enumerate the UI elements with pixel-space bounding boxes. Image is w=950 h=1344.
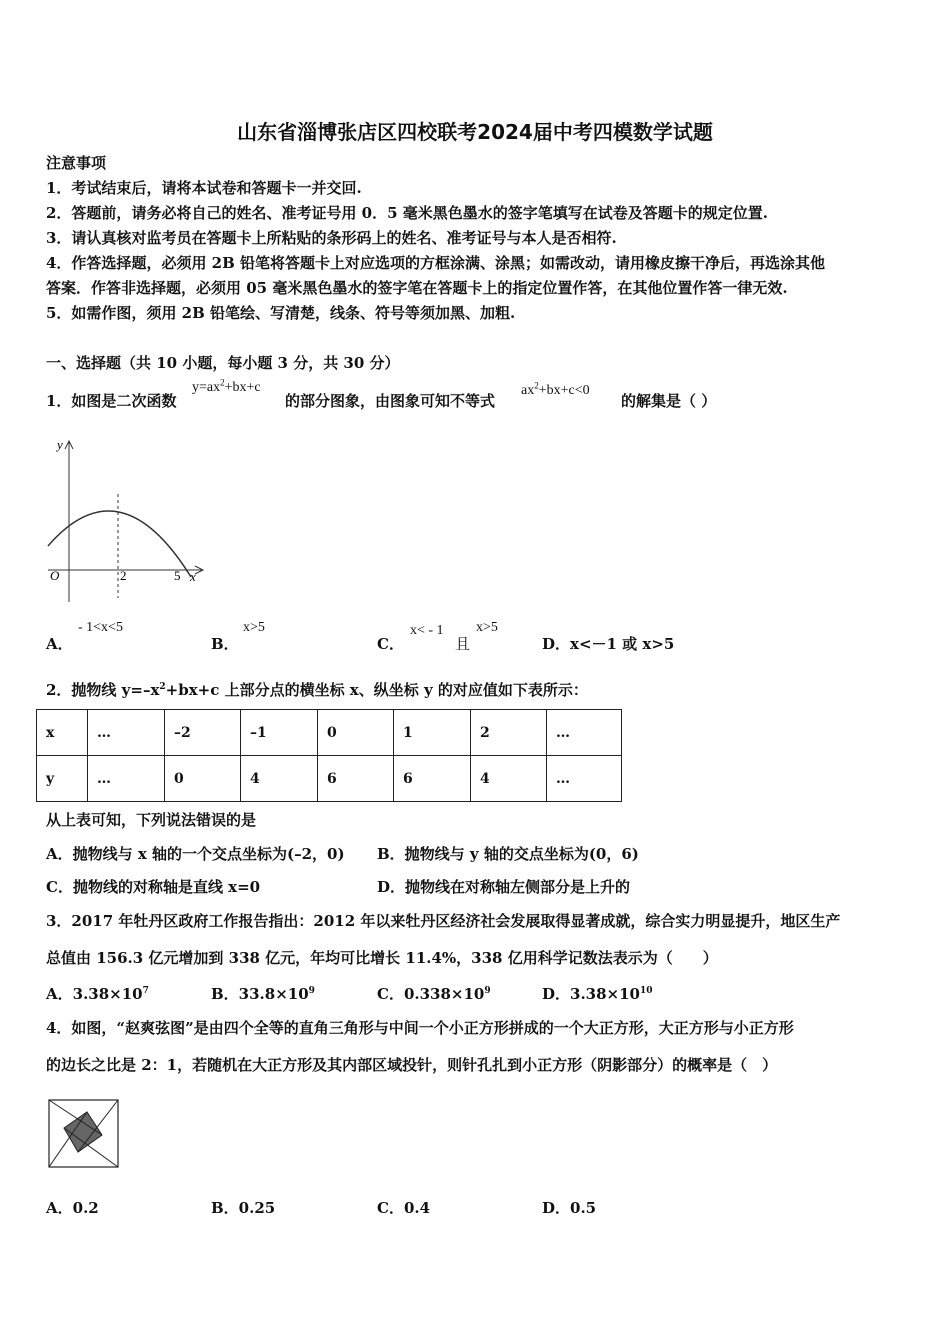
- q1-func-exp: 2: [220, 377, 225, 388]
- q1-option-a-label: A．: [46, 635, 73, 653]
- q3-option-d: [542, 983, 653, 1004]
- q4-option-b: B．0.25: [211, 1199, 276, 1217]
- q1-parabola-graph: [40, 432, 210, 604]
- q1-stem-middle: 的部分图象，由图象可知不等式: [285, 392, 496, 410]
- q3-stem-line-2: 总值由 156.3 亿元增加到 338 亿元，年均可比增长 11.4%，338 亿用科学记数法表示为（ ）: [46, 949, 718, 967]
- notice-item-2: 2．答题前，请务必将自己的姓名、准考证号用 0．5 毫米黑色墨水的签字笔填写在试卷及答题卡的规定位置.: [46, 204, 768, 222]
- q1-option-c-conj: 且: [455, 635, 471, 653]
- q1-option-a-value: - 1<x<5: [78, 620, 123, 635]
- q1-ineq-base: ax: [521, 383, 535, 398]
- q3-option-b: [211, 983, 315, 1004]
- table-cell: 2: [471, 710, 547, 756]
- q2-option-c: C．抛物线的对称轴是直线 x=0: [46, 878, 261, 896]
- q3-option-b-exp: 9: [308, 986, 315, 996]
- q3-stem-line-1: 3．2017 年牡丹区政府工作报告指出：2012 年以来牡丹区经济社会发展取得显著成就，综合实力明显提升，地区生产: [46, 912, 841, 930]
- q1-ineq-rest: +bx+c<0: [538, 383, 590, 398]
- table-cell: …: [547, 756, 622, 802]
- table-cell: y: [37, 756, 88, 802]
- q3-option-c-text: C．0.338×10: [377, 985, 485, 1003]
- q3-option-a-exp: 7: [142, 986, 149, 996]
- q3-option-b-text: B．33.8×10: [211, 985, 309, 1003]
- q4-stem-line-1: 4．如图，“赵爽弦图”是由四个全等的直角三角形与中间一个小正方形拼成的一个大正方形，大正方形与小正方形: [46, 1019, 794, 1037]
- q3-option-a: [46, 983, 149, 1004]
- q4-option-d: D．0.5: [542, 1199, 597, 1217]
- table-cell: 6: [318, 756, 394, 802]
- graph-x-label: x: [190, 569, 196, 584]
- q1-stem-prefix: 1．如图是二次函数: [46, 392, 177, 410]
- q4-stem-line-2: 的边长之比是 2：1，若随机在大正方形及其内部区域投针，则针孔扎到小正方形（阴影部分）的概率是（ ）: [46, 1056, 778, 1074]
- q1-func-base: y=ax: [192, 380, 221, 395]
- q1-stem-suffix: 的解集是（ ）: [621, 392, 717, 410]
- q1-function-formula: [192, 377, 261, 396]
- table-cell: 6: [394, 756, 471, 802]
- q2-conclusion: 从上表可知，下列说法错误的是: [46, 811, 257, 829]
- q2-stem-exp: 2: [159, 682, 166, 692]
- q1-option-b-value: x>5: [243, 620, 265, 635]
- q3-option-d-text: D．3.38×10: [542, 985, 640, 1003]
- graph-y-label: y: [57, 437, 63, 452]
- q2-option-d: D．抛物线在对称轴左侧部分是上升的: [377, 878, 631, 896]
- notice-item-4-cont: 答案．作答非选择题，必须用 05 毫米黑色墨水的签字笔在答题卡上的指定位置作答，在其他位置作答一律无效.: [46, 279, 788, 297]
- table-row: [37, 710, 622, 756]
- table-cell: –1: [241, 710, 318, 756]
- q3-option-d-exp: 10: [639, 986, 653, 996]
- table-cell: …: [88, 756, 165, 802]
- q1-option-c-value-2: x>5: [476, 620, 498, 635]
- notice-heading: 注意事项: [46, 154, 107, 172]
- notice-item-3: 3．请认真核对监考员在答题卡上所粘贴的条形码上的姓名、准考证号与本人是否相符.: [46, 229, 617, 247]
- q1-option-b-label: B．: [211, 635, 239, 653]
- graph-tick-5: 5: [174, 568, 181, 583]
- page-title: 山东省淄博张店区四校联考2024届中考四模数学试题: [237, 120, 713, 144]
- table-cell: 1: [394, 710, 471, 756]
- table-row: [37, 756, 622, 802]
- table-cell: x: [37, 710, 88, 756]
- q1-func-rest: +bx+c: [224, 380, 261, 395]
- notice-item-1: 1．考试结束后，请将本试卷和答题卡一并交回.: [46, 179, 362, 197]
- table-cell: 4: [471, 756, 547, 802]
- notice-item-4: 4．作答选择题，必须用 2B 铅笔将答题卡上对应选项的方框涂满、涂黑；如需改动，请用橡皮擦干净后，再选涂其他: [46, 254, 826, 272]
- table-cell: 0: [318, 710, 394, 756]
- graph-origin-label: O: [50, 568, 60, 583]
- q4-option-c: C．0.4: [377, 1199, 431, 1217]
- q2-option-a: A．抛物线与 x 轴的一个交点坐标为(–2，0): [46, 845, 345, 863]
- q2-stem-pre: 2．抛物线 y=–x: [46, 681, 160, 699]
- q1-ineq-exp: 2: [534, 380, 539, 391]
- notice-item-5: 5．如需作图，须用 2B 铅笔绘、写清楚，线条、符号等须加黑、加粗.: [46, 304, 516, 322]
- q1-inequality-formula: [521, 380, 590, 399]
- q1-option-c-label: C．: [377, 635, 404, 653]
- q3-option-c-exp: 9: [484, 986, 491, 996]
- q3-option-a-text: A．3.38×10: [46, 985, 143, 1003]
- q2-value-table: [36, 709, 622, 802]
- q2-stem-post: +bx+c 上部分点的横坐标 x、纵坐标 y 的对应值如下表所示：: [165, 681, 588, 699]
- graph-tick-2: 2: [120, 568, 127, 583]
- table-cell: …: [547, 710, 622, 756]
- q2-option-b: B．抛物线与 y 轴的交点坐标为(0，6): [377, 845, 639, 863]
- q3-option-c: [377, 983, 491, 1004]
- q2-stem: [46, 679, 588, 700]
- section-heading: 一、选择题（共 10 小题，每小题 3 分，共 30 分）: [46, 354, 400, 372]
- table-cell: –2: [165, 710, 241, 756]
- table-cell: …: [88, 710, 165, 756]
- table-cell: 0: [165, 756, 241, 802]
- q1-option-d: D．x<－1 或 x>5: [542, 635, 675, 653]
- q4-option-a: A．0.2: [46, 1199, 99, 1217]
- q4-zhao-shuang-diagram: [48, 1099, 120, 1169]
- q1-option-c-value-1: x< - 1: [410, 623, 444, 638]
- table-cell: 4: [241, 756, 318, 802]
